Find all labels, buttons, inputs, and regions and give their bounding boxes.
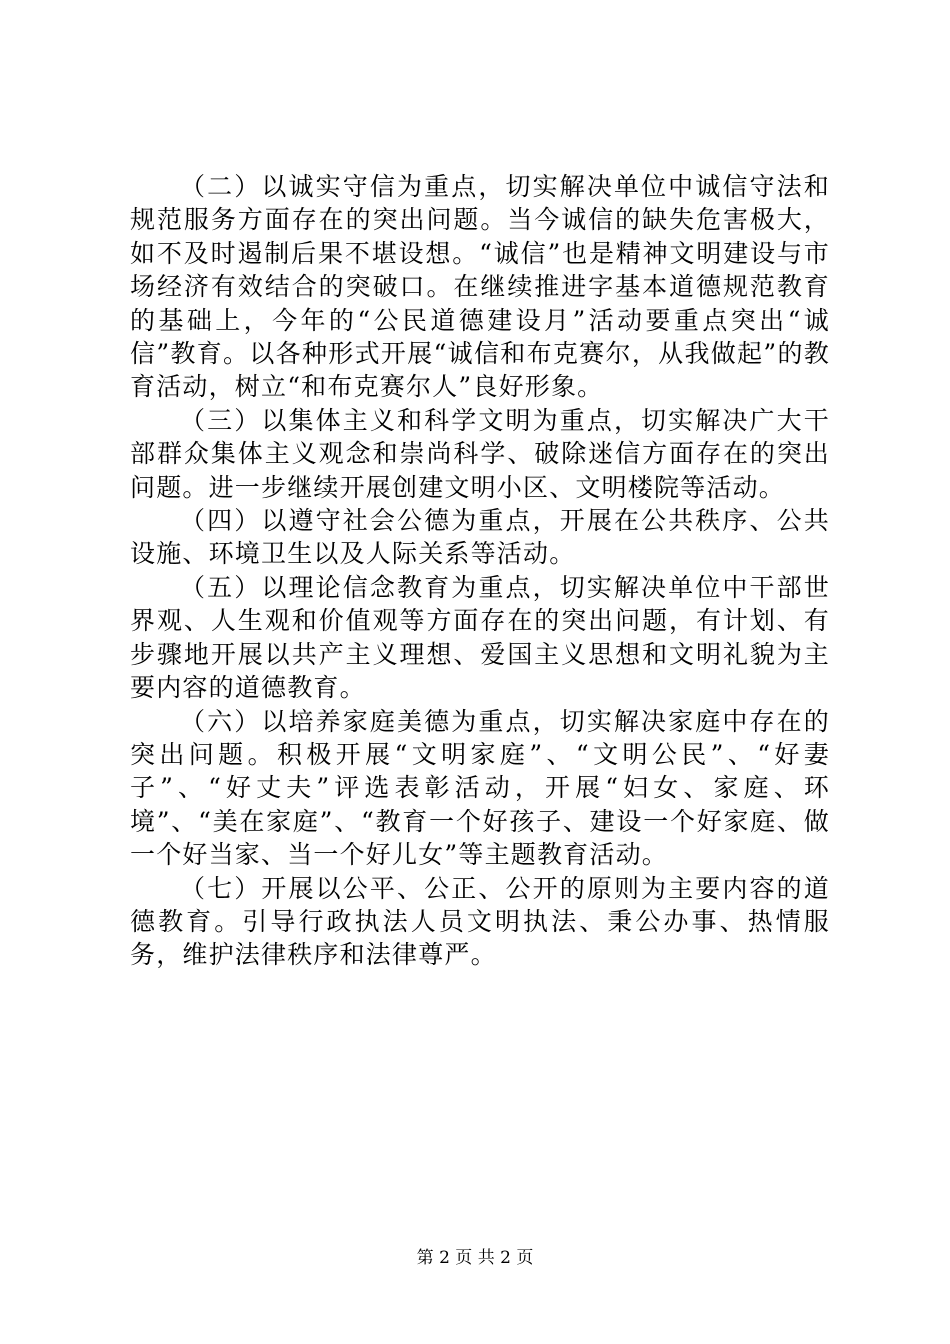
paragraph-6: （六）以培养家庭美德为重点，切实解决家庭中存在的突出问题。积极开展“文明家庭”、“文明公民”、“好妻子”、“好丈夫”评选表彰活动，开展“妇女、家庭、环境”、“美在家庭”、“教育一个好孩子、建设一个好家庭、做一个好当家、当一个好儿女”等主题教育活动。: [130, 706, 830, 870]
paragraph-5: （五）以理论信念教育为重点，切实解决单位中干部世界观、人生观和价值观等方面存在的突出问题，有计划、有步骤地开展以共产主义理想、爱国主义思想和文明礼貌为主要内容的道德教育。: [130, 572, 830, 703]
document-body: [130, 170, 830, 972]
paragraph-3: （三）以集体主义和科学文明为重点，切实解决广大干部群众集体主义观念和崇尚科学、破除迷信方面存在的突出问题。进一步继续开展创建文明小区、文明楼院等活动。: [130, 405, 830, 502]
page-footer: 第 2 页 共 2 页: [416, 1248, 534, 1268]
paragraph-2: （二）以诚实守信为重点，切实解决单位中诚信守法和规范服务方面存在的突出问题。当今诚信的缺失危害极大，如不及时遏制后果不堪设想。“诚信”也是精神文明建设与市场经济有效结合的突破口。在继续推进字基本道德规范教育的基础上，今年的“公民道德建设月”活动要重点突出“诚信”教育。以各种形式开展“诚信和布克赛尔，从我做起”的教育活动，树立“和布克赛尔人”良好形象。: [130, 172, 830, 402]
paragraph-4: （四）以遵守社会公德为重点，开展在公共秩序、公共设施、环境卫生以及人际关系等活动。: [130, 506, 830, 569]
paragraph-7: （七）开展以公平、公正、公开的原则为主要内容的道德教育。引导行政执法人员文明执法、秉公办事、热情服务，维护法律秩序和法律尊严。: [130, 873, 830, 970]
